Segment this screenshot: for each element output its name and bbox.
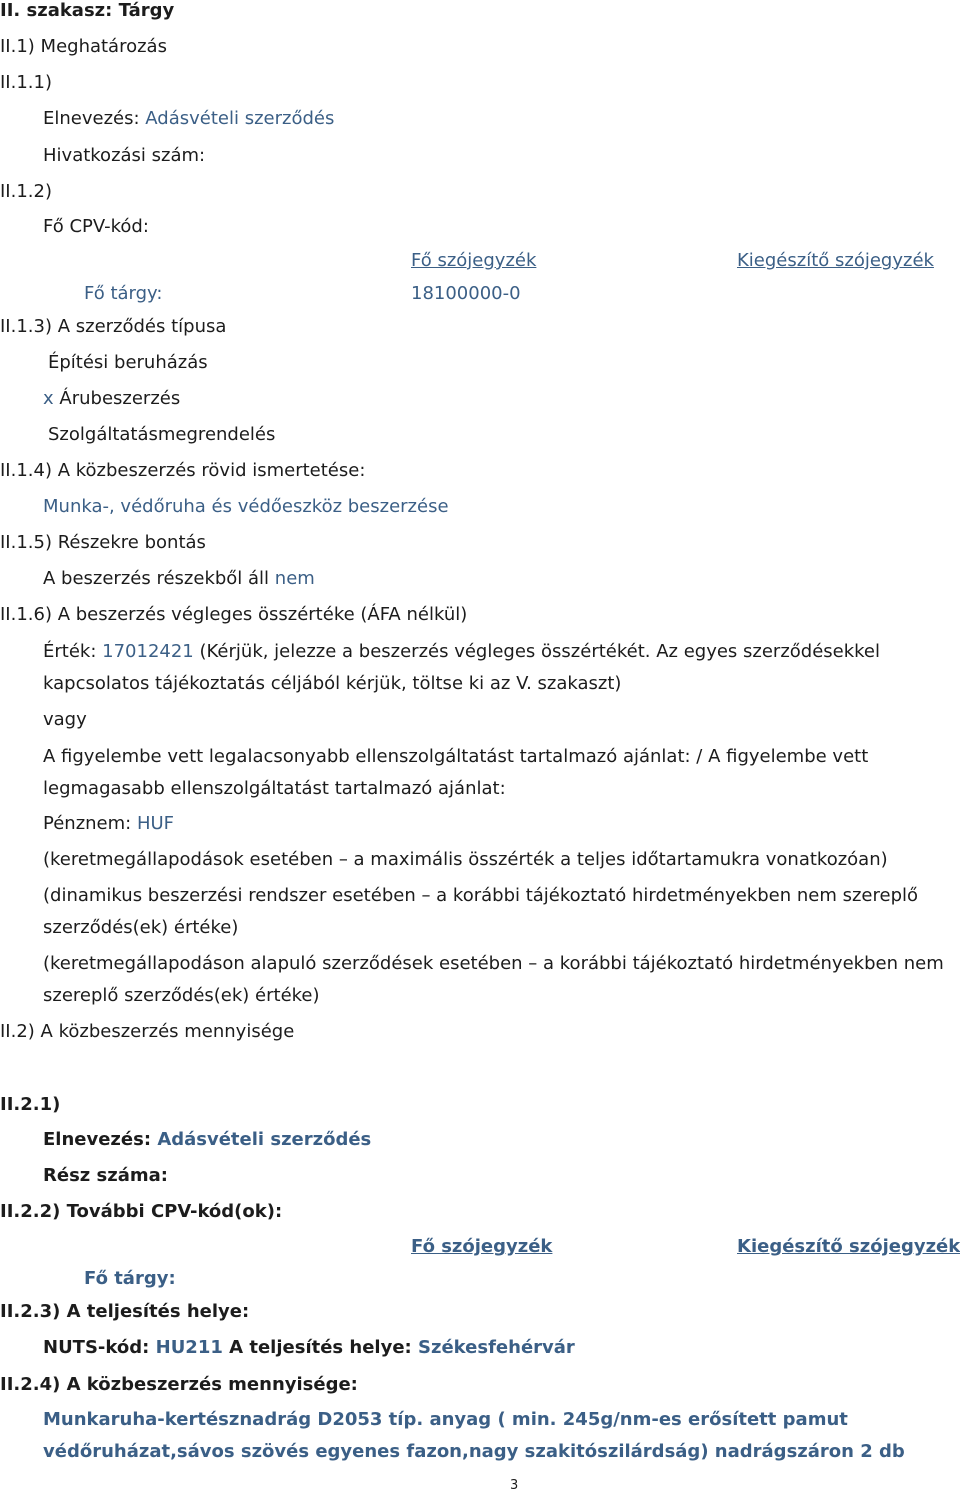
section-title: II. szakasz: Tárgy [0, 0, 175, 21]
lot-label: Rész száma: [43, 1165, 168, 1186]
nuts-label: NUTS-kód: [43, 1337, 150, 1358]
value-amount: 17012421 [102, 641, 194, 662]
heading-ii1: II.1) Meghatározás [0, 36, 167, 57]
name2-label: Elnevezés: [43, 1129, 152, 1150]
name-line [43, 108, 334, 130]
heading-ii24: II.2.4) A közbeszerzés mennyisége: [0, 1374, 358, 1395]
main-subject-value: 18100000-0 [411, 283, 521, 304]
type-works: Építési beruházás [48, 352, 208, 373]
checkbox-mark: x [43, 388, 54, 409]
nuts-value: HU211 [155, 1337, 223, 1358]
main-subject-label-2: Fő tárgy: [84, 1268, 176, 1289]
heading-ii11: II.1.1) [0, 72, 52, 93]
col-supp-vocab: Kiegészítő szójegyzék [737, 250, 934, 271]
col-supp-vocab-2: Kiegészítő szójegyzék [737, 1236, 960, 1257]
or-label: vagy [43, 709, 87, 730]
currency-value: HUF [136, 813, 175, 834]
heading-ii16: II.1.6) A beszerzés végleges összértéke (ÁFA nélkül) [0, 604, 468, 625]
offer-range: A figyelembe vett legalacsonyabb ellenszolgáltatást tartalmazó ajánlat: / A figyelembe vett legmagasabb ellenszolgáltatást tartalmazó ajánlat: [43, 746, 869, 799]
cpv-label: Fő CPV-kód: [43, 216, 149, 237]
name2-line [43, 1129, 371, 1151]
col-main-vocab-2: Fő szójegyzék [411, 1236, 553, 1257]
lots-value: nem [274, 568, 315, 589]
type-services: Szolgáltatásmegrendelés [48, 424, 276, 445]
heading-ii13: II.1.3) A szerződés típusa [0, 316, 227, 337]
lots-line [43, 568, 315, 590]
heading-ii22: II.2.2) További CPV-kód(ok): [0, 1201, 283, 1222]
value-note: (Kérjük, jelezze a beszerzés végleges összértékét. Az egyes szerződésekkel kapcsolatos tájékoztatás céljából kérjük, töltse ki az V. szakaszt) [43, 641, 881, 694]
heading-ii15: II.1.5) Részekre bontás [0, 532, 206, 553]
nuts-line [43, 1337, 575, 1359]
type-supplies-line [43, 388, 180, 410]
note-framework: (keretmegállapodások esetében – a maximális összérték a teljes időtartamukra vonatkozóan) [43, 849, 888, 870]
currency-line [43, 813, 174, 835]
heading-ii21: II.2.1) [0, 1094, 61, 1115]
value-label: Érték: [43, 641, 97, 662]
lots-label: A beszerzés részekből áll [43, 568, 270, 589]
heading-ii23: II.2.3) A teljesítés helye: [0, 1301, 250, 1322]
place-label: A teljesítés helye: [229, 1337, 412, 1358]
place-value: Székesfehérvár [418, 1337, 575, 1358]
name-value: Adásvételi szerződés [145, 108, 335, 129]
currency-label: Pénznem: [43, 813, 132, 834]
note-dynamic: (dinamikus beszerzési rendszer esetében – a korábbi tájékoztató hirdetményekben nem szereplő szerződés(ek) értéke) [43, 885, 919, 938]
type-supplies: Árubeszerzés [59, 388, 181, 409]
main-subject-label: Fő tárgy: [84, 283, 163, 304]
value-block [43, 636, 960, 700]
name-label: Elnevezés: [43, 108, 140, 129]
heading-ii2: II.2) A közbeszerzés mennyisége [0, 1021, 295, 1042]
page-number: 3 [510, 1478, 519, 1493]
note-framework-based: (keretmegállapodáson alapuló szerződések esetében – a korábbi tájékoztató hirdetményekben nem szereplő szerződés(ek) értéke) [43, 953, 944, 1006]
heading-ii12: II.1.2) [0, 181, 52, 202]
col-main-vocab: Fő szójegyzék [411, 250, 537, 271]
quantity-value: Munkaruha-kertésznadrág D2053 típ. anyag ( min. 245g/nm-es erősített pamut védőruházat,sávos szövés egyenes fazon,nagy szakitószilárdság) nadrágszáron 2 db [43, 1409, 905, 1462]
desc-value: Munka-, védőruha és védőeszköz beszerzése [43, 496, 449, 517]
heading-ii14: II.1.4) A közbeszerzés rövid ismertetése: [0, 460, 366, 481]
name2-value: Adásvételi szerződés [157, 1129, 372, 1150]
ref-label: Hivatkozási szám: [43, 145, 206, 166]
